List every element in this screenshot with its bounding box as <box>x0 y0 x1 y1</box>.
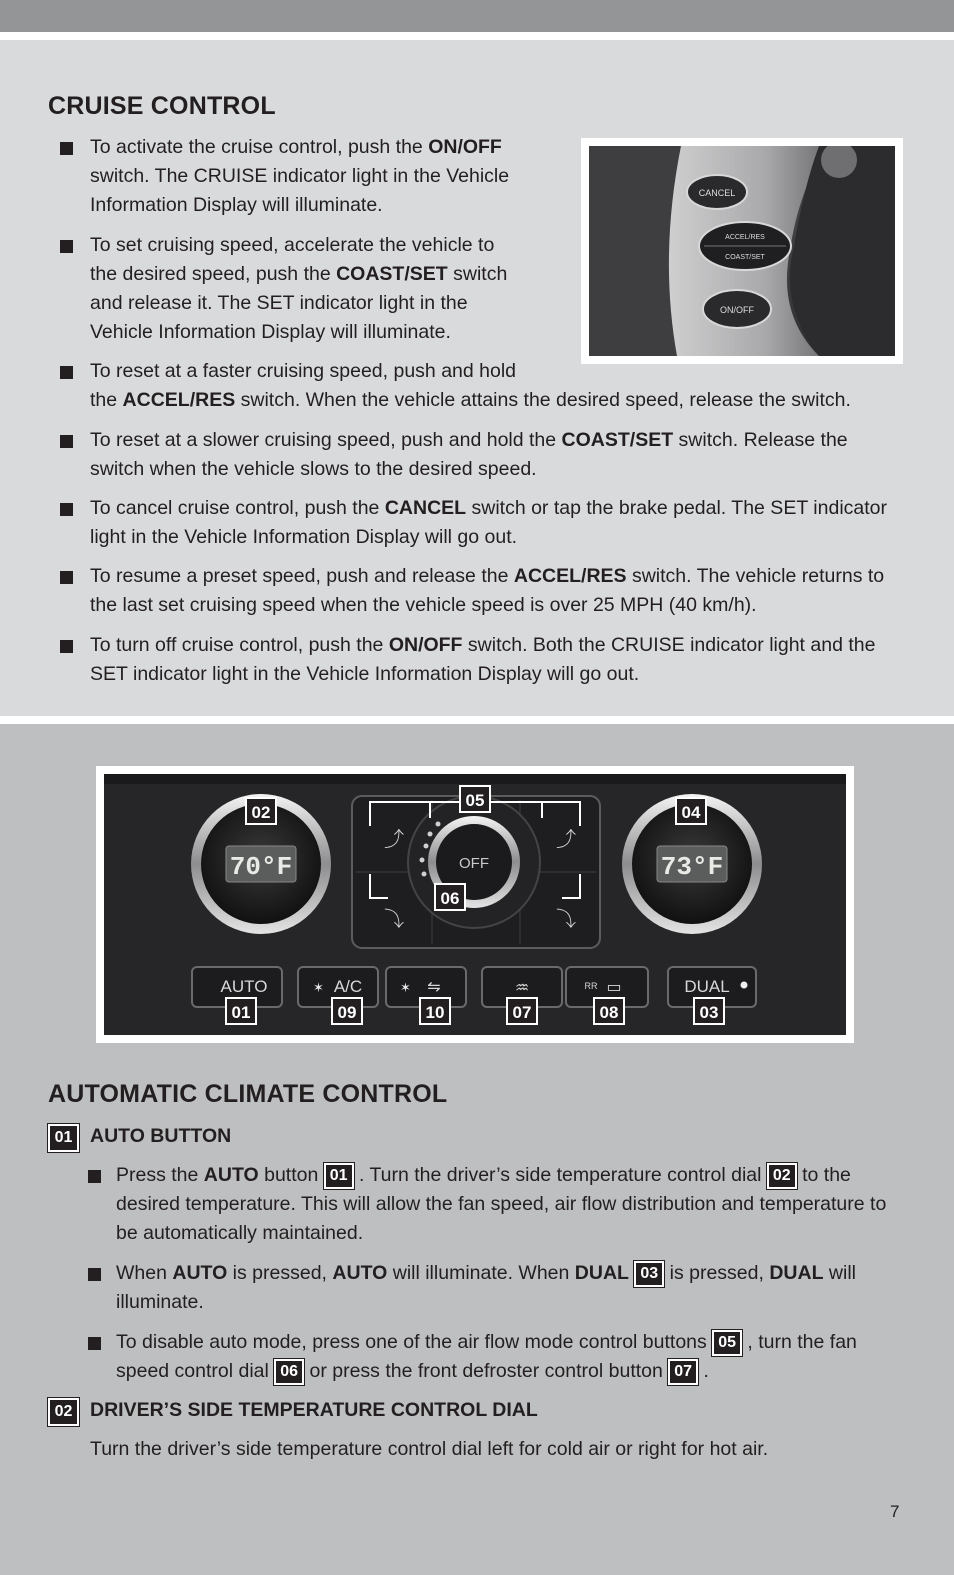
climate-panel-illustration <box>104 774 846 1035</box>
fan-off-label: OFF <box>459 855 489 872</box>
recirculation-icon: ⇋ <box>427 977 441 996</box>
callout-06 <box>435 884 465 910</box>
ref-badge: 07 <box>668 1359 698 1385</box>
bullet-marker <box>88 1268 101 1281</box>
steering-wheel-photo <box>581 138 903 364</box>
callout-05 <box>460 786 490 812</box>
callout-01 <box>226 998 256 1024</box>
callout-07 <box>507 998 537 1024</box>
ac-button-label: A/C <box>333 977 363 996</box>
svg-text:10: 10 <box>425 1003 445 1022</box>
page-number: 7 <box>890 1502 900 1521</box>
steering-wheel-illustration <box>589 146 895 356</box>
ref-badge: 06 <box>274 1359 304 1385</box>
bullet-marker <box>60 240 73 253</box>
subsection-title: AUTO BUTTON <box>90 1125 232 1147</box>
svg-text:08: 08 <box>599 1003 619 1022</box>
callout-04 <box>676 798 706 824</box>
callout-02 <box>246 798 276 824</box>
rear-defrost-icon: ▭ <box>606 977 622 996</box>
top-band <box>0 0 954 32</box>
callout-09 <box>332 998 362 1024</box>
divider-line <box>0 716 954 724</box>
dual-button-label: DUAL <box>684 977 730 996</box>
climate-panel-photo <box>96 766 854 1043</box>
bullet-marker <box>60 366 73 379</box>
section-title: CRUISE CONTROL <box>48 92 276 120</box>
bullet-reset-faster: To reset at a faster cruising speed, push and hold the ACCEL/RES switch. When the vehicle attains the desired speed, release the switch. <box>60 357 920 415</box>
airflow-defrost-feet-icon: ⤵ <box>556 907 576 931</box>
svg-text:03: 03 <box>699 1003 719 1022</box>
on-off-switch-label: ON/OFF <box>720 305 754 315</box>
bullet-marker <box>88 1170 101 1183</box>
callout-08 <box>594 998 624 1024</box>
callout-10 <box>420 998 450 1024</box>
ref-badge: 02 <box>767 1163 797 1189</box>
svg-text:09: 09 <box>337 1003 357 1022</box>
bullet-activate: To activate the cruise control, push the ON/OFF switch. The CRUISE indicator light in the Vehicle Information Display will illuminate. <box>60 133 540 220</box>
ref-badge: 01 <box>324 1163 354 1189</box>
bullet-disable-auto: To disable auto mode, press one of the air flow mode control buttons 05 , turn the fan speed control dial 06 or press the front defroster control button 07 . <box>88 1328 918 1386</box>
accel-res-switch-label: ACCEL/RES <box>725 234 765 241</box>
bullet-marker <box>60 503 73 516</box>
bullet-cancel: To cancel cruise control, push the CANCEL switch or tap the brake pedal. The SET indicator light in the Vehicle Information Display will go out. <box>60 494 920 552</box>
airflow-feet-icon: ⤵ <box>384 907 404 931</box>
bullet-marker <box>88 1337 101 1350</box>
bullet-resume: To resume a preset speed, push and release the ACCEL/RES switch. The vehicle returns to the last set cruising speed when the vehicle speed is over 25 MPH (40 km/h). <box>60 562 920 620</box>
indicator-light-icon: ✶ <box>400 981 411 996</box>
coast-set-switch-label: COAST/SET <box>725 254 765 261</box>
bullet-set-speed: To set cruising speed, accelerate the vehicle to the desired speed, push the COAST/SET switch and release it. The SET indicator light in the Vehicle Information Display will illuminate. <box>60 231 540 347</box>
auto-button-label: AUTO <box>220 977 268 996</box>
section-title: AUTOMATIC CLIMATE CONTROL <box>48 1080 448 1108</box>
svg-text:01: 01 <box>231 1003 251 1022</box>
svg-text:04: 04 <box>681 803 701 822</box>
svg-text:02: 02 <box>251 803 271 822</box>
callout-03 <box>694 998 724 1024</box>
bullet-reset-slower: To reset at a slower cruising speed, push and hold the COAST/SET switch. Release the switch when the vehicle slows to the desired speed. <box>60 426 920 484</box>
bullet-marker <box>60 435 73 448</box>
subsection-title: DRIVER’S SIDE TEMPERATURE CONTROL DIAL <box>90 1399 538 1421</box>
bullet-press-auto: Press the AUTO button 01 . Turn the driver’s side temperature control dial 02 to the desired temperature. This will allow the fan speed, air flow distribution and temperature to be automatically maintained. <box>88 1161 918 1248</box>
bullet-marker <box>60 640 73 653</box>
driver-temp-readout: 70°F <box>229 852 293 882</box>
passenger-temp-readout: 73°F <box>660 852 724 882</box>
subsection-number-badge: 02 <box>48 1398 79 1426</box>
svg-text:05: 05 <box>465 791 485 810</box>
cancel-switch-label: CANCEL <box>698 188 736 198</box>
rear-defrost-label: RR <box>584 981 598 991</box>
airflow-bilevel-icon: ⤴ <box>556 827 576 851</box>
bullet-auto-illuminate: When AUTO is pressed, AUTO will illuminate. When DUAL 03 is pressed, DUAL will illuminate. <box>88 1259 918 1317</box>
airflow-face-icon: ⤴ <box>384 827 404 851</box>
svg-text:07: 07 <box>512 1003 532 1022</box>
subsection-number-badge: 01 <box>48 1124 79 1152</box>
bullet-turn-off: To turn off cruise control, push the ON/OFF switch. Both the CRUISE indicator light and the SET indicator light in the Vehicle Information Display will go out. <box>60 631 920 689</box>
driver-dial-description: Turn the driver’s side temperature control dial left for cold air or right for hot air. <box>90 1438 769 1460</box>
ref-badge: 05 <box>712 1330 742 1356</box>
ref-badge: 03 <box>634 1261 664 1287</box>
bullet-marker <box>60 571 73 584</box>
svg-text:06: 06 <box>440 889 460 908</box>
bullet-marker <box>60 142 73 155</box>
divider-line <box>0 32 954 40</box>
front-defrost-icon: ♒ <box>514 978 530 997</box>
indicator-light-icon: ✶ <box>313 981 324 996</box>
